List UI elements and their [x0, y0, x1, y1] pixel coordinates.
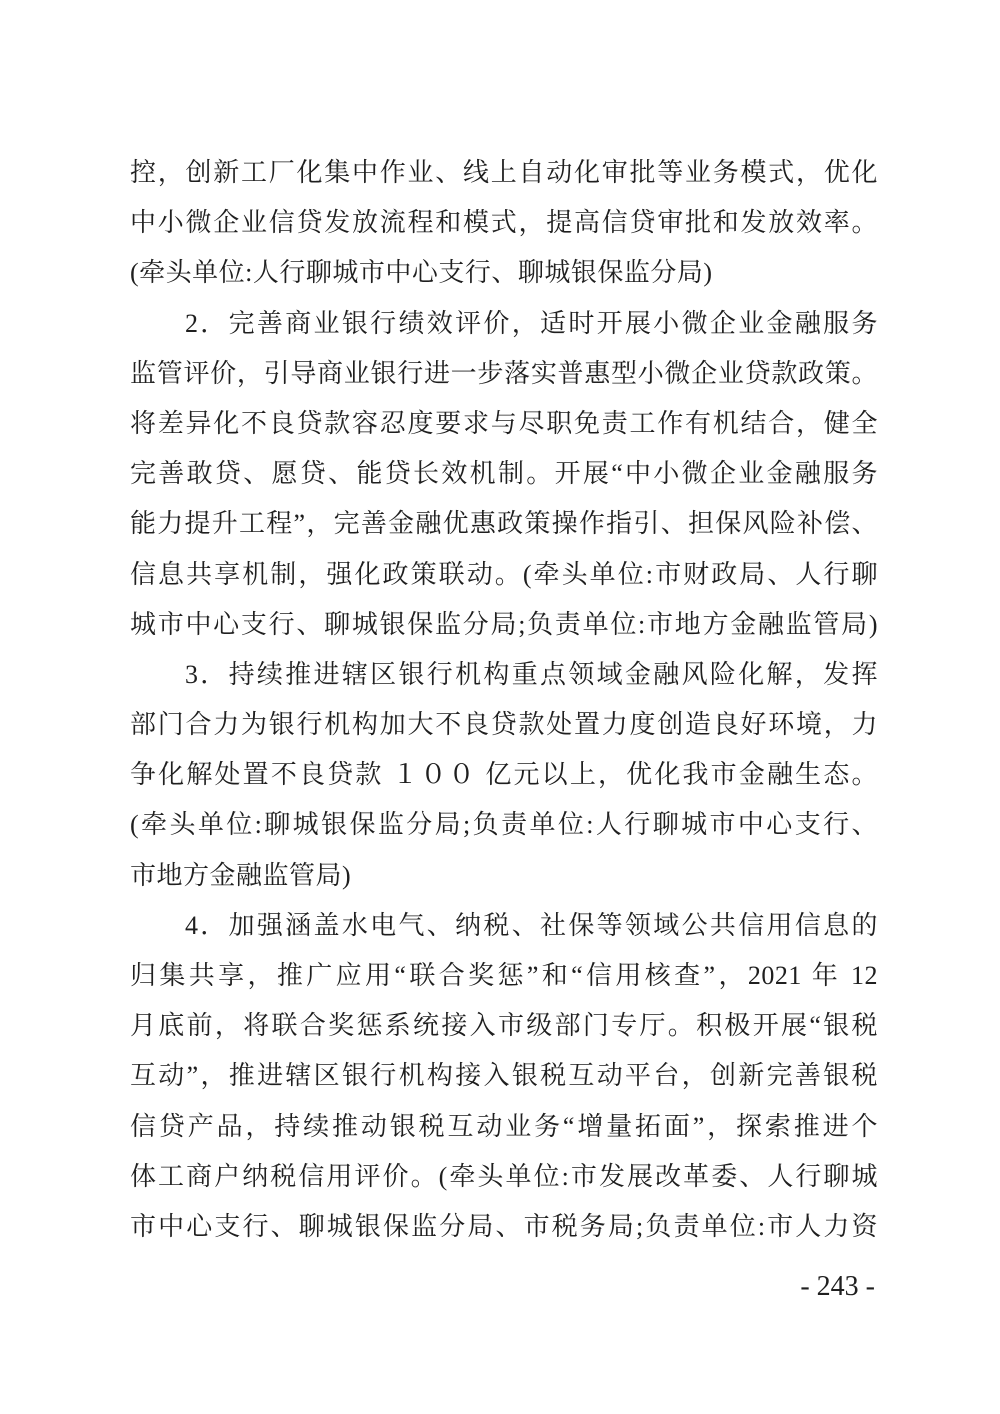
text-line: 能力提升工程”，完善金融优惠政策操作指引、担保风险补偿、: [130, 509, 878, 539]
text-line: 监管评价，引导商业银行进一步落实普惠型小微企业贷款政策。: [130, 358, 878, 388]
text-line: 城市中心支行、聊城银保监分局;负责单位:市地方金融监管局): [130, 609, 878, 639]
page-footer: [800, 1270, 875, 1304]
text-line: 争化解处置不良贷款 １００ 亿元以上，优化我市金融生态。: [130, 760, 878, 790]
text-line paragraph-start: 2．完善商业银行绩效评价，适时开展小微企业金融服务: [185, 308, 878, 338]
text-line: 信贷产品，持续推动银税互动业务“增量拓面”，探索推进个: [130, 1111, 878, 1141]
text-line: 完善敢贷、愿贷、能贷长效机制。开展“中小微企业金融服务: [130, 459, 878, 489]
text-line: 部门合力为银行机构加大不良贷款处置力度创造良好环境，力: [130, 710, 878, 740]
text-line: 将差异化不良贷款容忍度要求与尽职免责工作有机结合，健全: [130, 408, 878, 438]
text-line: 月底前，将联合奖惩系统接入市级部门专厅。积极开展“银税: [130, 1011, 878, 1041]
text-line: 互动”，推进辖区银行机构接入银税互动平台，创新完善银税: [130, 1061, 878, 1091]
text-line: 控，创新工厂化集中作业、线上自动化审批等业务模式，优化: [130, 158, 878, 187]
page-number: - 243 -: [800, 1271, 875, 1302]
text-line: 归集共享，推广应用“联合奖惩”和“信用核查”，2021 年 12: [130, 961, 878, 990]
text-line: (牵头单位:聊城银保监分局;负责单位:人行聊城市中心支行、: [130, 810, 878, 840]
text-line: 市地方金融监管局): [130, 860, 352, 890]
text-line: 市中心支行、聊城银保监分局、市税务局;负责单位:市人力资: [130, 1211, 878, 1241]
text-line paragraph-start: 3．持续推进辖区银行机构重点领域金融风险化解，发挥: [185, 659, 878, 689]
text-line paragraph-start: 4．加强涵盖水电气、纳税、社保等领域公共信用信息的: [185, 910, 878, 940]
text-line: 信息共享机制，强化政策联动。(牵头单位:市财政局、人行聊: [130, 559, 878, 589]
text-line: 体工商户纳税信用评价。(牵头单位:市发展改革委、人行聊城: [130, 1161, 878, 1191]
document-body: [130, 148, 878, 1252]
text-line: 中小微企业信贷发放流程和模式，提高信贷审批和发放效率。: [130, 208, 878, 238]
text-line: (牵头单位:人行聊城市中心支行、聊城银保监分局): [130, 258, 713, 288]
